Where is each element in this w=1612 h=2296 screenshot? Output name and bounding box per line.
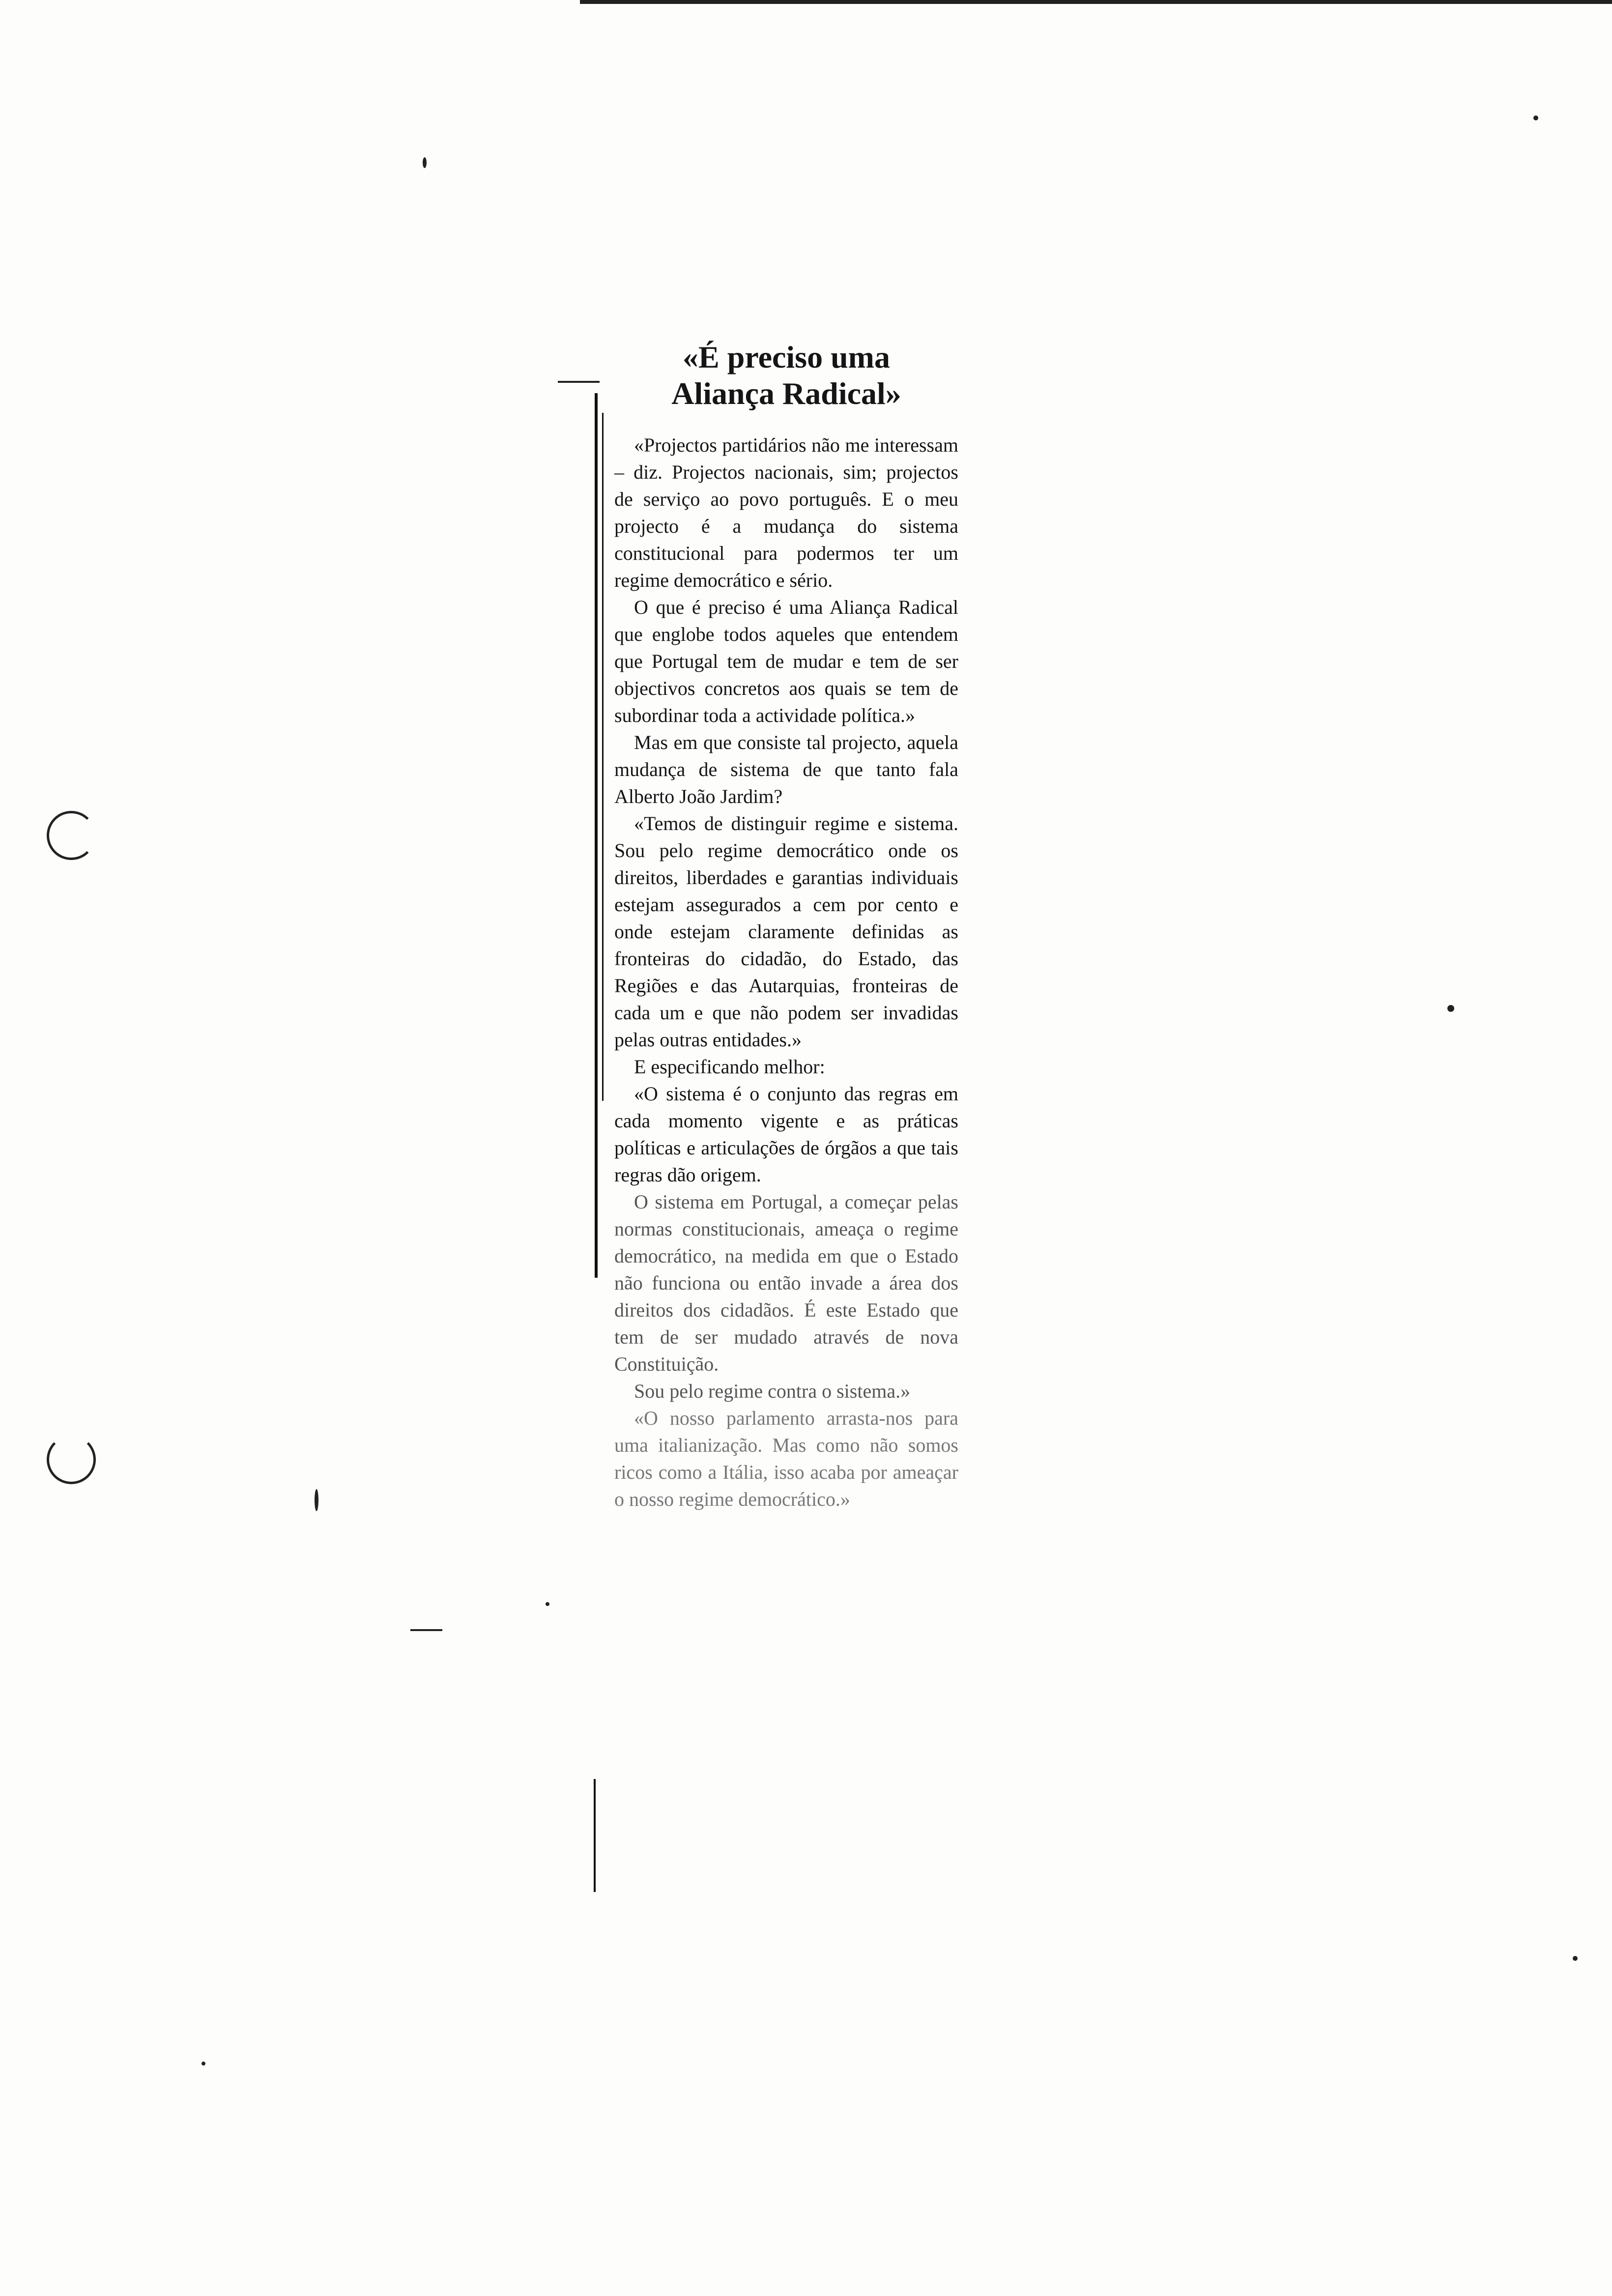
punch-hole-bottom (47, 1435, 96, 1484)
clipping-dash (558, 381, 600, 383)
article-column (614, 339, 958, 1513)
headline-line-2: Aliança Radical» (671, 376, 901, 411)
paragraph: E especificando melhor: (634, 1056, 825, 1078)
scan-speck (423, 157, 427, 168)
scan-speck (202, 2062, 205, 2066)
paragraph: «Temos de distinguir regime e sistema. Sou pelo regime democrático onde os direitos, liberdades e garantias individuais estejam assegurados a cem por cento e onde estejam claramente definidas as fronteiras do cidadão, do Estado, das Regiões e das Autarquias, fronteiras de cada um e que não podem ser invadidas pelas outras entidades.» (614, 812, 958, 1051)
scan-speck (1533, 115, 1538, 120)
clipping-edge-rule (594, 1779, 596, 1892)
headline-line-1: «É preciso uma (683, 340, 890, 374)
paragraph: «O sistema é o conjunto das regras em cada momento vigente e as práticas políticas e articulações de órgãos a que tais regras dão origem. (614, 1083, 958, 1186)
paragraph: Mas em que consiste tal projecto, aquela mudança de sistema de que tanto fala Alberto João Jardim? (614, 731, 958, 807)
punch-hole-top (47, 811, 96, 860)
clipping-edge-rule (602, 413, 604, 1101)
scan-edge-line (580, 0, 1612, 4)
paragraph: Sou pelo regime contra o sistema.» (634, 1380, 911, 1402)
paragraph: «O nosso parlamento arrasta-nos para uma italianização. Mas como não somos ricos como a Itália, isso acaba por ameaçar o nosso regime democrático.» (614, 1407, 958, 1510)
scan-speck (1573, 1956, 1578, 1961)
article-headline (614, 339, 958, 412)
clipping-edge-rule (595, 393, 598, 1278)
scan-speck (1447, 1005, 1454, 1012)
article-body (614, 431, 958, 1513)
scan-speck (546, 1602, 549, 1606)
clipping-dash (410, 1629, 442, 1631)
paragraph: O que é preciso é uma Aliança Radical que englobe todos aqueles que entendem que Portugal tem de mudar e tem de ser objectivos concretos aos quais se tem de subordinar toda a actividade política.» (614, 596, 958, 726)
paragraph: O sistema em Portugal, a começar pelas normas constitucionais, ameaça o regime democrático, na medida em que o Estado não funciona ou então invade a área dos direitos dos cidadãos. É este Estado que tem de ser mudado através de nova Constituição. (614, 1191, 958, 1375)
scan-speck (315, 1489, 318, 1511)
paragraph: «Projectos partidários não me interessam – diz. Projectos nacionais, sim; projectos de serviço ao povo português. E o meu projecto é a mudança do sistema constitucional para podermos ter um regime democrático e sério. (614, 434, 958, 591)
